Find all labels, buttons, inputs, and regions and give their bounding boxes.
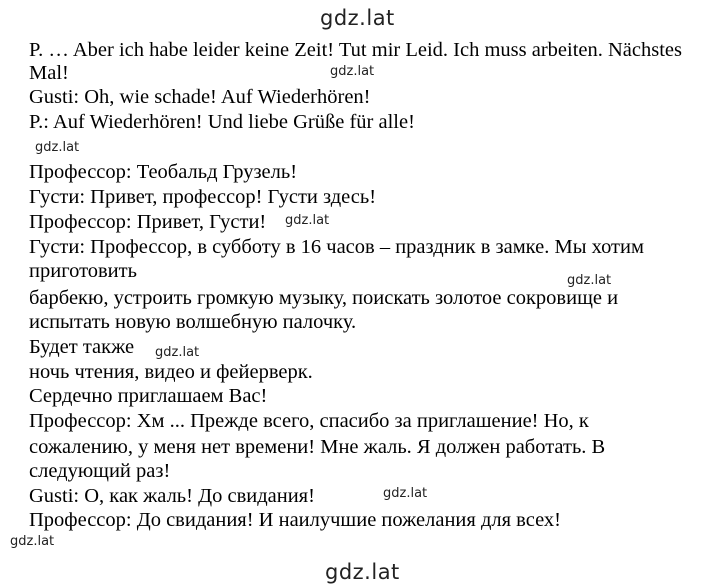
text-line-10: барбекю, устроить громкую музыку, поискать золотое сокровище и: [29, 287, 619, 309]
text-line-16: сожалению, у меня нет времени! Мне жаль. Я должен работать. В: [29, 436, 606, 458]
watermark-inline-1: gdz.lat: [330, 64, 375, 79]
text-line-17: следующий раз!: [29, 460, 171, 482]
text-line-13: ночь чтения, видео и фейерверк.: [29, 361, 313, 383]
text-line-19: Профессор: До свидания! И наилучшие пожелания для всех!: [29, 509, 561, 531]
text-line-1: P. … Aber ich habe leider keine Zeit! Tut mir Leid. Ich muss arbeiten. Nächstes: [29, 39, 682, 61]
text-line-8: Густи: Профессор, в субботу в 16 часов – праздник в замке. Мы хотим: [29, 236, 644, 258]
text-line-15: Профессор: Хм ... Прежде всего, спасибо за приглашение! Но, к: [29, 410, 589, 432]
watermark-inline-7: gdz.lat: [10, 534, 55, 549]
text-line-9: приготовить: [29, 260, 137, 282]
text-line-12: Будет также: [29, 336, 135, 358]
watermark-inline-3: gdz.lat: [285, 213, 330, 228]
watermark-inline-2: gdz.lat: [35, 140, 80, 155]
text-line-18: Gusti: О, как жаль! До свидания!: [29, 485, 315, 507]
text-line-5: Профессор: Теобальд Грузель!: [29, 161, 298, 183]
text-line-11: испытать новую волшебную палочку.: [29, 311, 357, 333]
text-line-4: P.: Auf Wiederhören! Und liebe Grüße für alle!: [29, 111, 415, 133]
text-line-14: Сердечно приглашаем Вас!: [29, 385, 268, 407]
watermark-inline-4: gdz.lat: [567, 273, 612, 288]
text-line-3: Gusti: Oh, wie schade! Auf Wiederhören!: [29, 86, 371, 108]
text-line-2: Mal!: [29, 62, 69, 84]
watermark-top: gdz.lat: [320, 6, 395, 30]
watermark-bottom: gdz.lat: [325, 560, 400, 584]
text-line-7: Профессор: Привет, Густи!: [29, 211, 267, 233]
text-line-6: Густи: Привет, профессор! Густи здесь!: [29, 186, 377, 208]
watermark-inline-6: gdz.lat: [383, 486, 428, 501]
watermark-inline-5: gdz.lat: [155, 345, 200, 360]
